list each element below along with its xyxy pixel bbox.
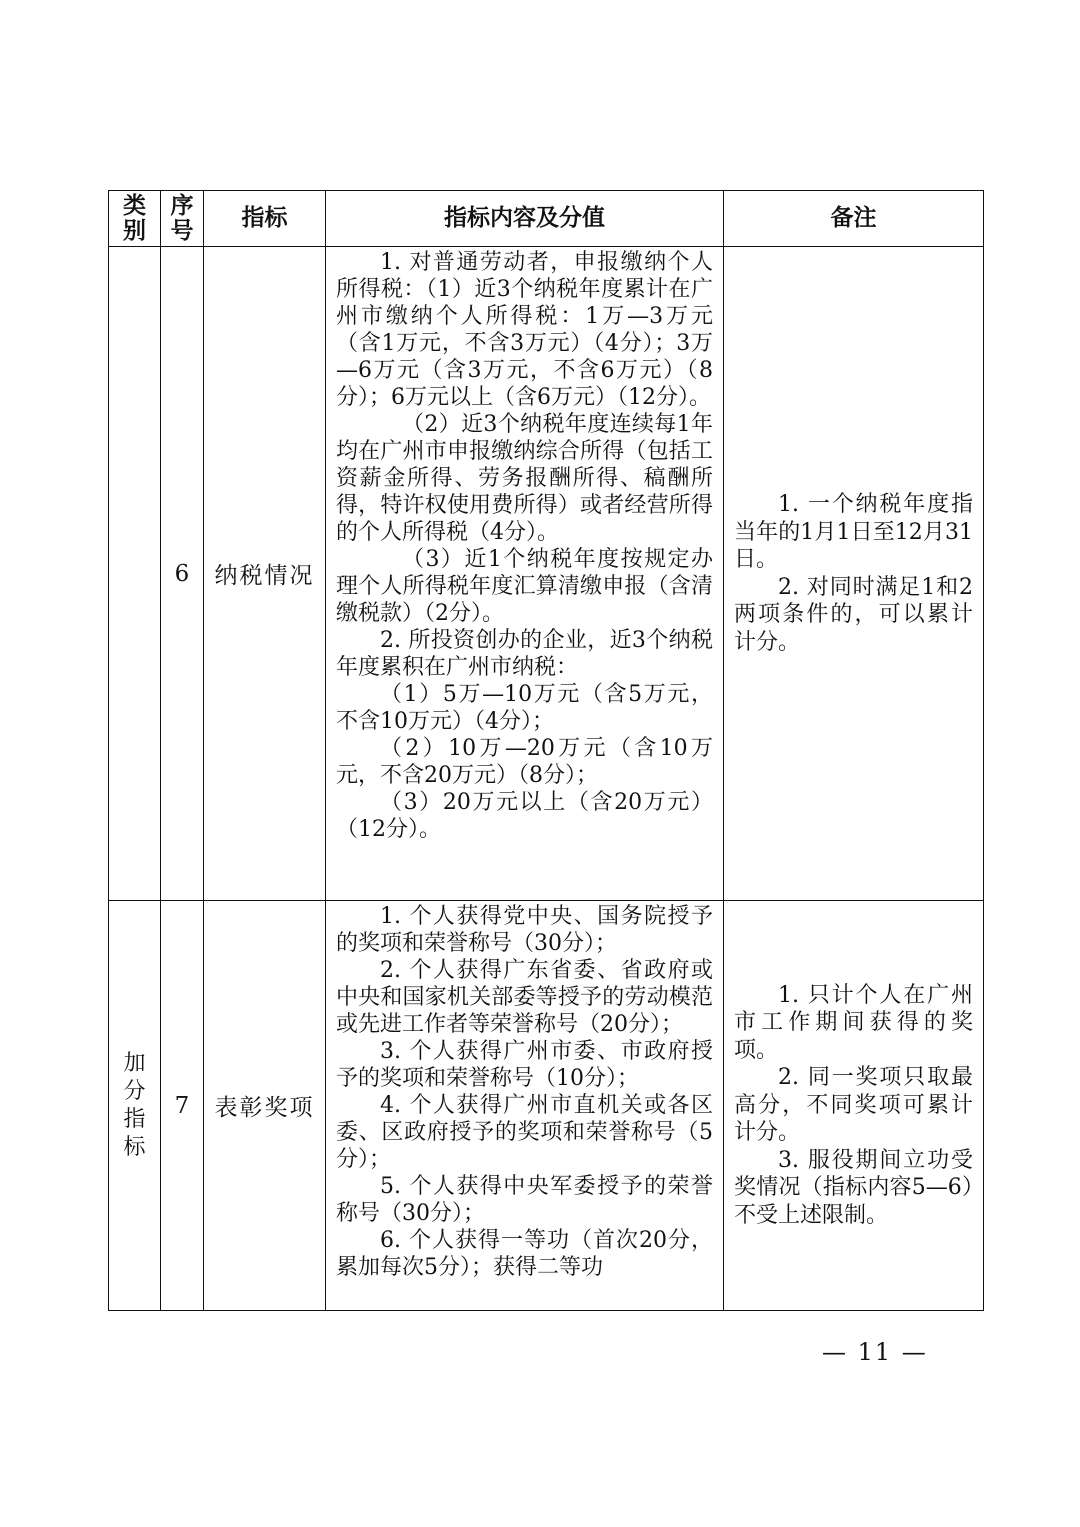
header-seq: 序号 (161, 191, 204, 247)
content-paragraph: 2. 所投资创办的企业，近3个纳税年度累积在广州市纳税： (336, 628, 713, 680)
row-seq: 7 (161, 901, 204, 1311)
content-paragraph: （2）近3个纳税年度连续每1年均在广州市申报缴纳综合所得（包括工资薪金所得、劳务报酬所得、稿酬所得，特许权使用费所得）或者经营所得的个人所得税（4分）。 (336, 412, 713, 545)
page-number: — 11 — (822, 1338, 928, 1366)
header-indicator: 指标 (204, 191, 326, 247)
remark-paragraph: 1. 只计个人在广州市工作期间获得的奖项。 (734, 982, 973, 1063)
row-remark (724, 247, 984, 901)
row-seq: 6 (161, 247, 204, 901)
row-category (109, 247, 161, 901)
content-paragraph: （3）近1个纳税年度按规定办理个人所得税年度汇算清缴申报（含清缴税款）（2分）。 (336, 547, 713, 626)
content-paragraph: （1）5万—10万元（含5万元，不含10万元）（4分）； (336, 682, 713, 734)
row-indicator: 表彰奖项 (204, 901, 326, 1311)
indicator-table (108, 190, 984, 1311)
header-content: 指标内容及分值 (326, 191, 724, 247)
content-paragraph: 6. 个人获得一等功（首次20分，累加每次5分）；获得二等功 (336, 1228, 713, 1280)
content-paragraph: 5. 个人获得中央军委授予的荣誉称号（30分）； (336, 1174, 714, 1226)
row-category: 加分指标 (109, 901, 161, 1311)
table-header-row (109, 191, 984, 247)
content-paragraph: （3）20万元以上（含20万元）（12分）。 (336, 790, 713, 842)
content-paragraph: （2）10万—20万元（含10万元，不含20万元）（8分）； (336, 736, 713, 788)
content-paragraph: 4. 个人获得广州市直机关或各区委、区政府授予的奖项和荣誉称号（5分）； (336, 1093, 714, 1172)
content-paragraph: 3. 个人获得广州市委、市政府授予的奖项和荣誉称号（10分）； (336, 1039, 714, 1091)
table-row (109, 901, 984, 1311)
header-category: 类别 (109, 191, 161, 247)
content-paragraph: 1. 对普通劳动者，申报缴纳个人所得税：（1）近3个纳税年度累计在广州市缴纳个人所得税：1万—3万元（含1万元，不含3万元）（4分）；3万—6万元（含3万元，不含6万元）（8分）；6万元以上（含6万元）（12分）。 (336, 250, 714, 410)
remark-paragraph: 2. 同一奖项只取最高分，不同奖项可累计计分。 (734, 1065, 973, 1146)
remark-paragraph: 3. 服役期间立功受奖情况（指标内容5—6）不受上述限制。 (734, 1147, 973, 1228)
content-paragraph: 1. 个人获得党中央、国务院授予的奖项和荣誉称号（30分）； (336, 904, 714, 956)
header-remark: 备注 (724, 191, 984, 247)
row-content (326, 901, 724, 1311)
remark-paragraph: 1. 一个纳税年度指当年的1月1日至12月31日。 (734, 492, 973, 572)
row-indicator: 纳税情况 (204, 247, 326, 901)
content-paragraph: 2. 个人获得广东省委、省政府或中央和国家机关部委等授予的劳动模范或先进工作者等荣誉称号（20分）； (336, 958, 714, 1037)
remark-paragraph: 2. 对同时满足1和2两项条件的，可以累计计分。 (734, 574, 973, 655)
table-row (109, 247, 984, 901)
row-remark (724, 901, 984, 1311)
row-content (326, 247, 724, 901)
